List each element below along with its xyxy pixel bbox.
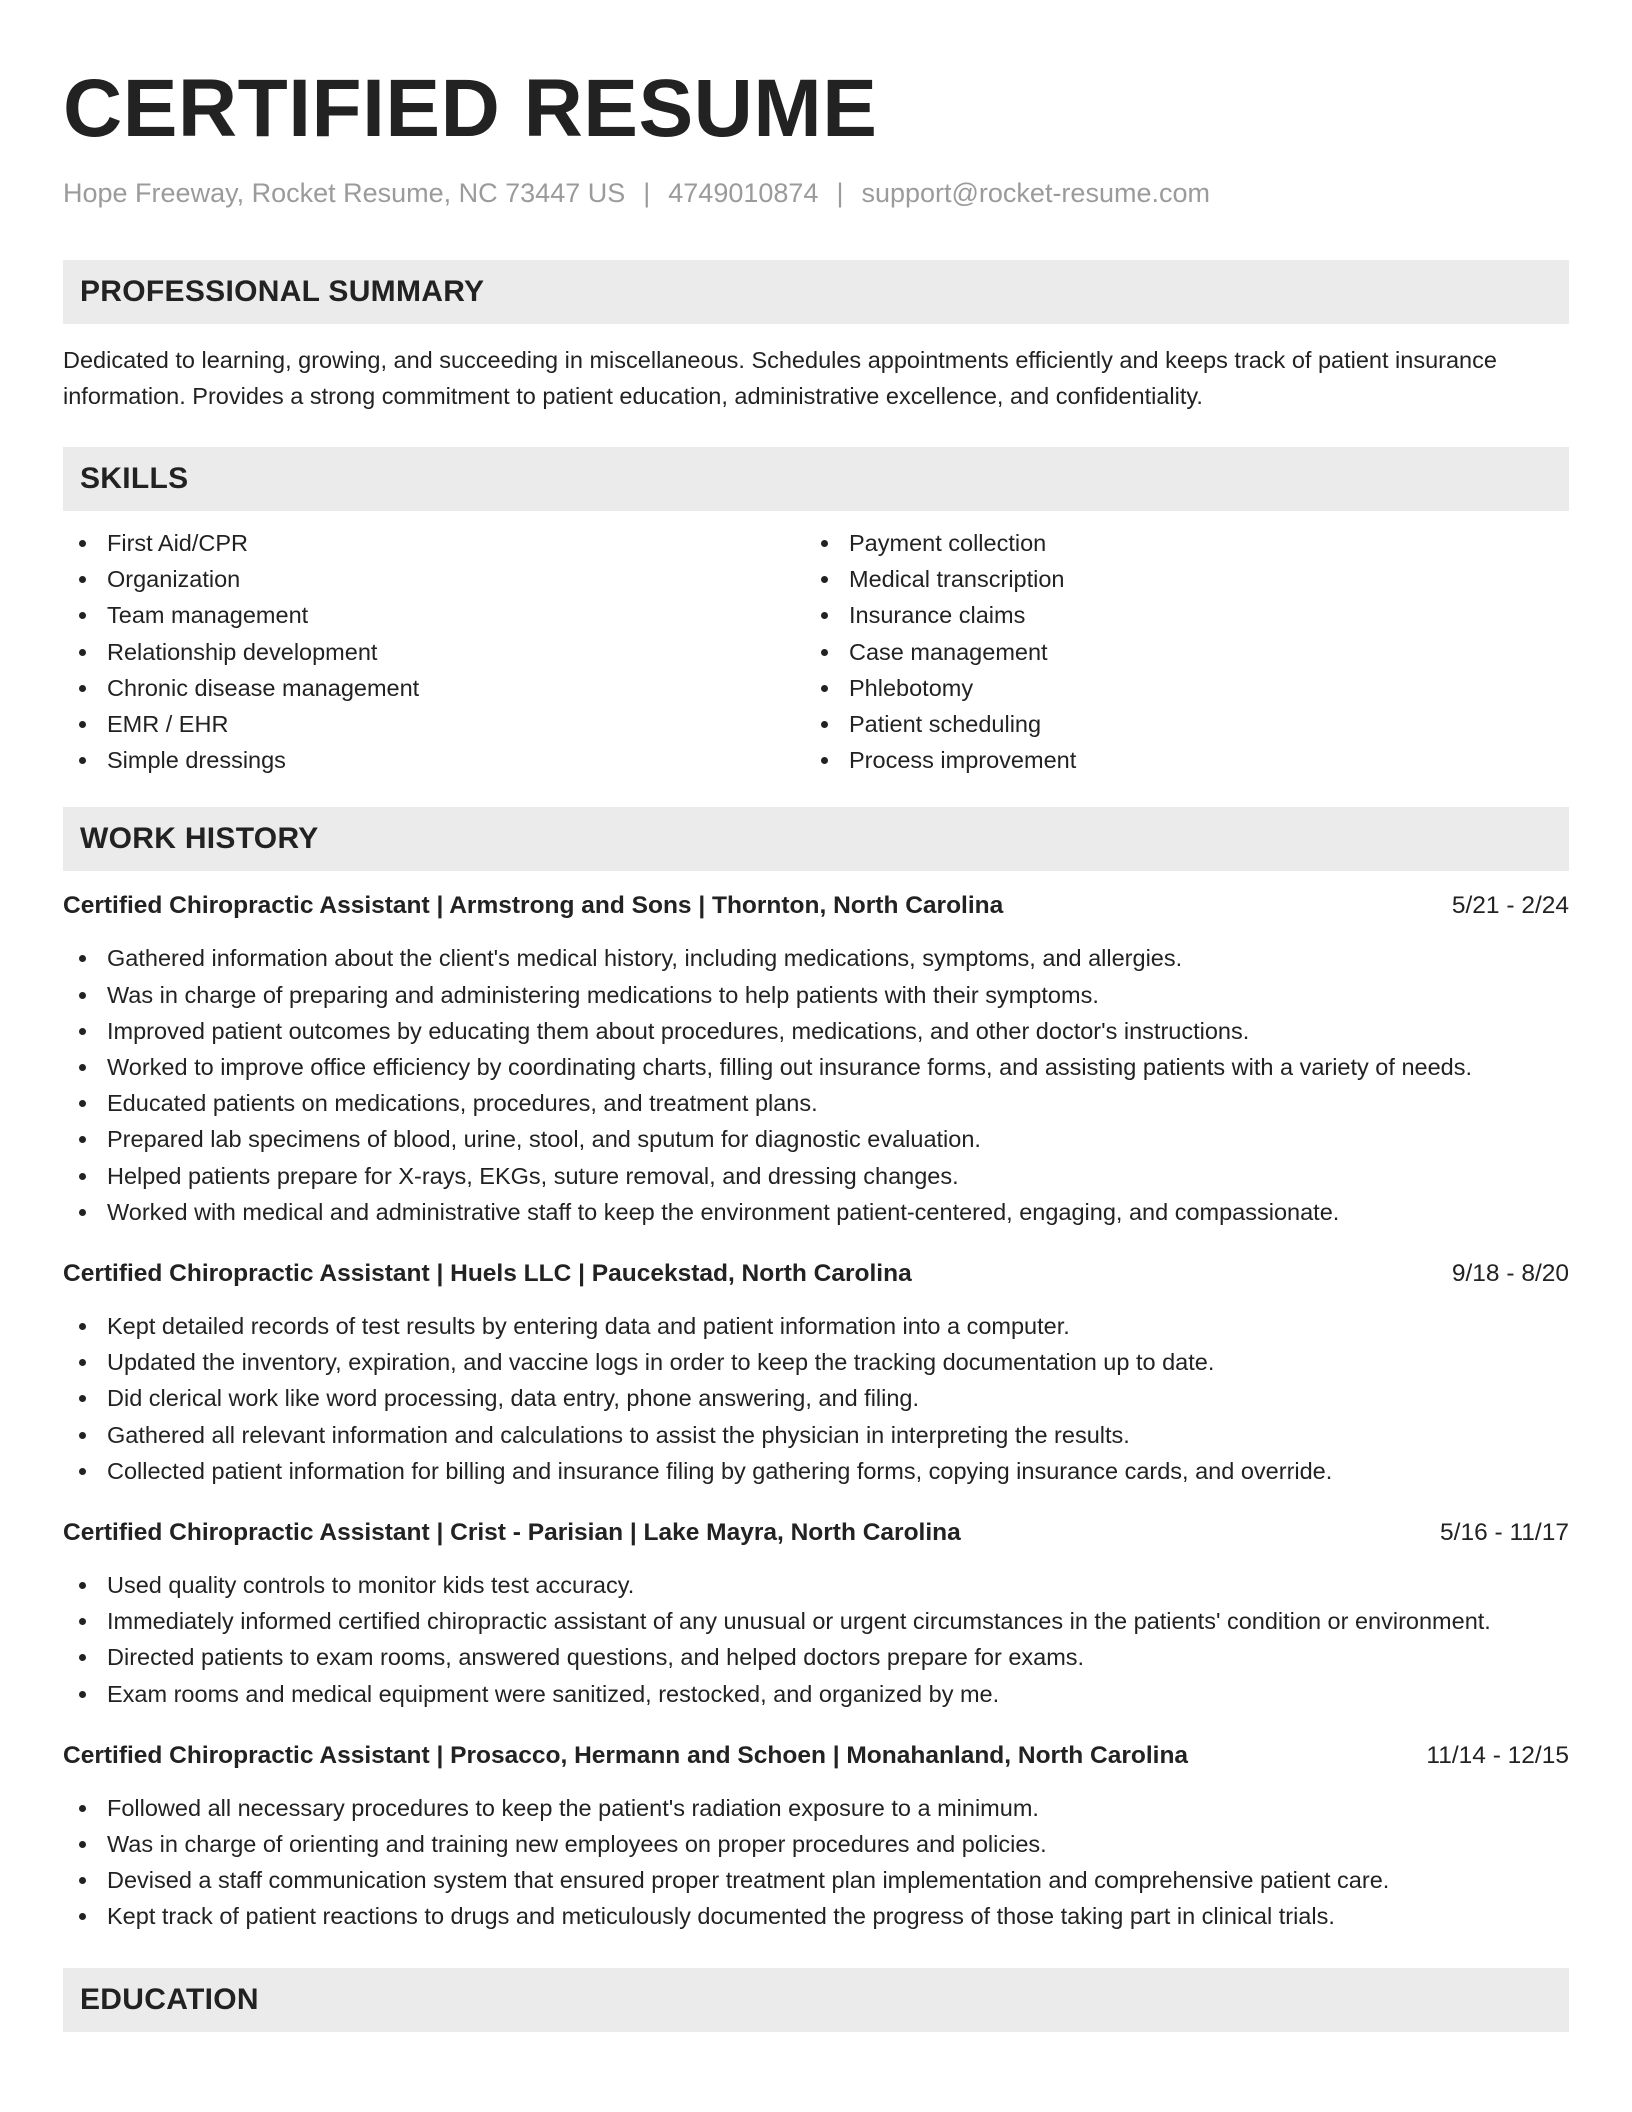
skill-item: Organization	[63, 561, 805, 597]
job-entry	[63, 1738, 1569, 1935]
skill-item: Patient scheduling	[805, 706, 1547, 742]
summary-text: Dedicated to learning, growing, and succeeding in miscellaneous. Schedules appointments efficiently and keeps track of patient insurance information. Provides a strong commitment to patient education, administrative excellence, and confidentiality.	[63, 347, 1497, 409]
contact-phone: 4749010874	[668, 178, 819, 208]
skill-item: Team management	[63, 597, 805, 633]
skill-item: Simple dressings	[63, 742, 805, 778]
contact-email: support@rocket-resume.com	[861, 178, 1210, 208]
skill-item: Insurance claims	[805, 597, 1547, 633]
job-entry	[63, 888, 1569, 1230]
job-header	[63, 1738, 1569, 1774]
contact-separator: |	[643, 178, 651, 208]
summary-heading: PROFESSIONAL SUMMARY	[63, 260, 1569, 324]
job-bullet: Educated patients on medications, procedures, and treatment plans.	[63, 1085, 1569, 1121]
job-bullet: Gathered all relevant information and calculations to assist the physician in interpreting the results.	[63, 1417, 1569, 1453]
job-bullet: Helped patients prepare for X-rays, EKGs, suture removal, and dressing changes.	[63, 1158, 1569, 1194]
skills-column-left	[63, 525, 805, 778]
job-bullets	[63, 1567, 1569, 1712]
job-entry	[63, 1515, 1569, 1712]
contact-address: Hope Freeway, Rocket Resume, NC 73447 US	[63, 178, 626, 208]
job-bullets	[63, 940, 1569, 1230]
job-bullet: Worked to improve office efficiency by coordinating charts, filling out insurance forms, and assisting patients with a variety of needs.	[63, 1049, 1569, 1085]
job-bullet: Kept detailed records of test results by entering data and patient information into a computer.	[63, 1308, 1569, 1344]
education-heading: EDUCATION	[63, 1968, 1569, 2032]
job-bullet: Followed all necessary procedures to keep the patient's radiation exposure to a minimum.	[63, 1790, 1569, 1826]
job-bullets	[63, 1308, 1569, 1489]
job-bullet: Improved patient outcomes by educating them about procedures, medications, and other doctor's instructions.	[63, 1013, 1569, 1049]
skill-item: Process improvement	[805, 742, 1547, 778]
job-bullet: Collected patient information for billing and insurance filing by gathering forms, copying insurance cards, and override.	[63, 1453, 1569, 1489]
contact-separator: |	[836, 178, 844, 208]
job-bullet: Did clerical work like word processing, data entry, phone answering, and filing.	[63, 1380, 1569, 1416]
job-header	[63, 1256, 1569, 1292]
job-bullet: Updated the inventory, expiration, and vaccine logs in order to keep the tracking documentation up to date.	[63, 1344, 1569, 1380]
job-bullet: Kept track of patient reactions to drugs and meticulously documented the progress of those taking part in clinical trials.	[63, 1898, 1569, 1934]
contact-line	[63, 178, 1569, 209]
job-bullet: Devised a staff communication system that ensured proper treatment plan implementation and comprehensive patient care.	[63, 1862, 1569, 1898]
job-title: Certified Chiropractic Assistant | Crist - Parisian | Lake Mayra, North Carolina	[63, 1519, 961, 1547]
work-history-heading: WORK HISTORY	[63, 807, 1569, 871]
skill-item: Medical transcription	[805, 561, 1547, 597]
job-bullet: Directed patients to exam rooms, answered questions, and helped doctors prepare for exams.	[63, 1639, 1569, 1675]
job-bullet: Used quality controls to monitor kids test accuracy.	[63, 1567, 1569, 1603]
job-bullet: Immediately informed certified chiropractic assistant of any unusual or urgent circumstances in the patients' condition or environment.	[63, 1603, 1569, 1639]
job-title: Certified Chiropractic Assistant | Huels LLC | Paucekstad, North Carolina	[63, 1260, 912, 1288]
job-header	[63, 888, 1569, 924]
skills-heading: SKILLS	[63, 447, 1569, 511]
job-header	[63, 1515, 1569, 1551]
job-dates: 9/18 - 8/20	[1451, 1260, 1569, 1288]
job-bullet: Worked with medical and administrative staff to keep the environment patient-centered, engaging, and compassionate.	[63, 1194, 1569, 1230]
job-bullet: Was in charge of preparing and administering medications to help patients with their symptoms.	[63, 977, 1569, 1013]
skill-item: First Aid/CPR	[63, 525, 805, 561]
job-entry	[63, 1256, 1569, 1489]
job-title: Certified Chiropractic Assistant | Armstrong and Sons | Thornton, North Carolina	[63, 892, 1004, 920]
skill-item: EMR / EHR	[63, 706, 805, 742]
skills-column-right	[805, 525, 1547, 778]
job-bullet: Gathered information about the client's medical history, including medications, symptoms, and allergies.	[63, 940, 1569, 976]
job-dates: 5/21 - 2/24	[1451, 892, 1569, 920]
skill-item: Payment collection	[805, 525, 1547, 561]
resume-name: CERTIFIED RESUME	[63, 63, 878, 154]
skill-item: Relationship development	[63, 634, 805, 670]
job-bullet: Prepared lab specimens of blood, urine, stool, and sputum for diagnostic evaluation.	[63, 1121, 1569, 1157]
job-bullets	[63, 1790, 1569, 1935]
job-dates: 5/16 - 11/17	[1440, 1519, 1569, 1547]
job-dates: 11/14 - 12/15	[1426, 1741, 1569, 1769]
skill-item: Chronic disease management	[63, 670, 805, 706]
skill-item: Phlebotomy	[805, 670, 1547, 706]
job-bullet: Exam rooms and medical equipment were sanitized, restocked, and organized by me.	[63, 1676, 1569, 1712]
job-bullet: Was in charge of orienting and training new employees on proper procedures and policies.	[63, 1826, 1569, 1862]
skills-list	[63, 525, 1569, 778]
job-title: Certified Chiropractic Assistant | Prosacco, Hermann and Schoen | Monahanland, North Carolina	[63, 1741, 1189, 1769]
skill-item: Case management	[805, 634, 1547, 670]
